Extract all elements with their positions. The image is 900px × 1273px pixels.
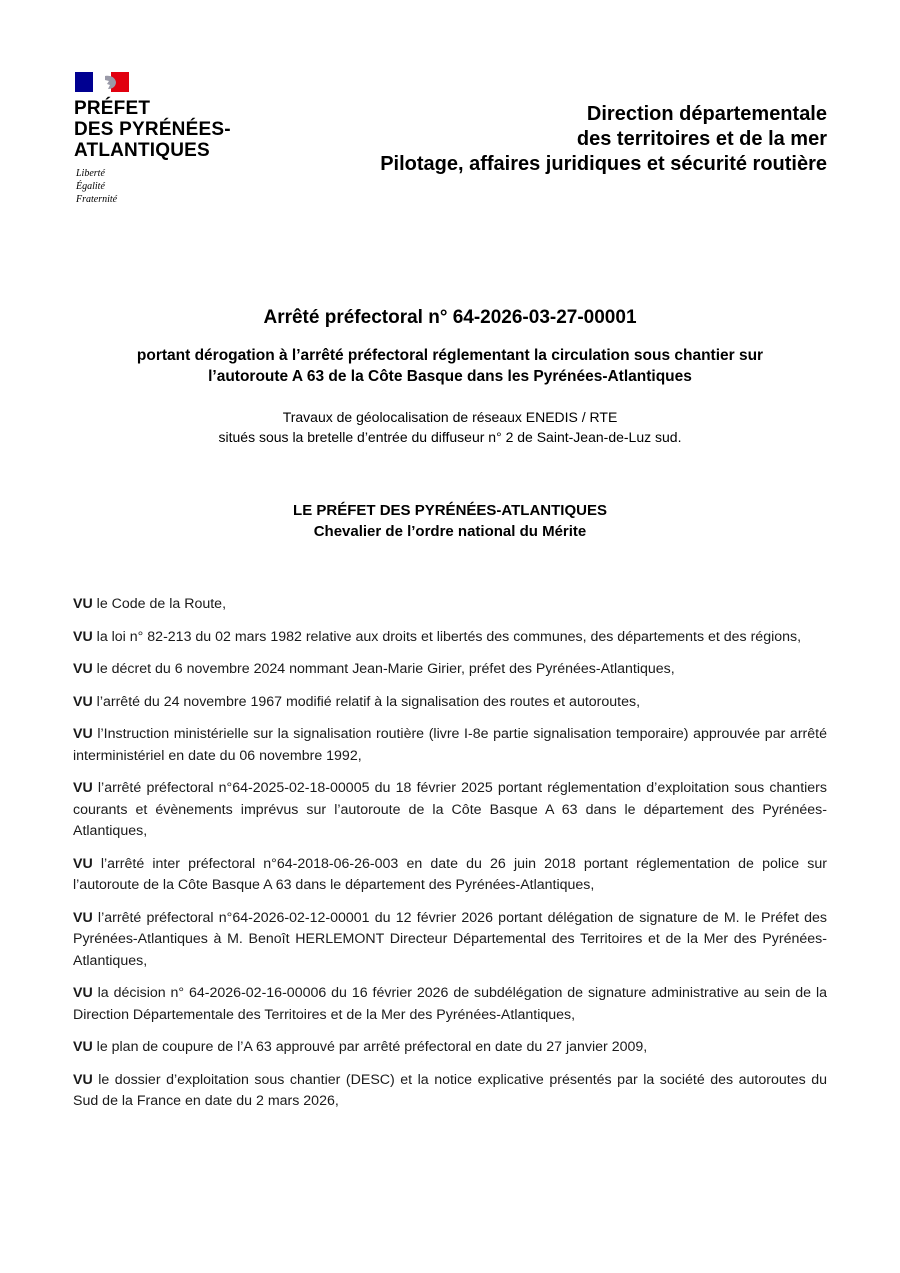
visa-item xyxy=(73,778,827,843)
prefet-wordmark xyxy=(74,98,231,161)
visa-text: la décision n° 64-2026-02-16-00006 du 16 février 2026 de subdélégation de signature administrative au sein de la Direction Départementale des Territoires et de la Mer des Pyrénées-Atlantiques, xyxy=(73,985,827,1023)
motto-egalite: Égalité xyxy=(76,181,105,192)
prefet-line: DES PYRÉNÉES- xyxy=(74,119,231,140)
works-line: situés sous la bretelle d’entrée du diffuseur n° 2 de Saint-Jean-de-Luz sud. xyxy=(218,429,682,445)
prefet-heading xyxy=(0,500,900,542)
visa-vu: VU xyxy=(73,628,93,645)
motto-fraternite: Fraternité xyxy=(76,194,118,205)
visas-list xyxy=(73,594,827,1124)
visa-vu: VU xyxy=(73,1039,93,1055)
visa-item xyxy=(73,659,827,681)
visa-text: la loi n° 82-213 du 02 mars 1982 relative aux droits et libertés des communes, des départements et des régions, xyxy=(92,628,802,645)
visa-text: l’arrêté préfectoral n°64-2025-02-18-00005 du 18 février 2025 portant réglementation d’exploitation sous chantiers courants et évènements imprévus sur l’autoroute de la Côte Basque A 63 dans le département des Pyrénées-Atlantiques, xyxy=(73,780,827,839)
works-description xyxy=(60,407,840,447)
prefet-heading-line: LE PRÉFET DES PYRÉNÉES-ATLANTIQUES xyxy=(293,502,607,519)
visa-vu: VU xyxy=(73,909,93,926)
visa-text: le dossier d’exploitation sous chantier (DESC) et la notice explicative présentés par la société des autoroutes du Sud de la France en date du 2 mars 2026, xyxy=(73,1071,827,1109)
works-line: Travaux de géolocalisation de réseaux ENEDIS / RTE xyxy=(282,409,618,425)
visa-vu: VU xyxy=(73,661,93,677)
republic-motto xyxy=(76,167,117,206)
visa-vu: VU xyxy=(73,693,93,710)
subtitle-line: portant dérogation à l’arrêté préfectoral réglementant la circulation sous chantier sur xyxy=(136,347,764,364)
visa-vu: VU xyxy=(73,780,93,796)
visa-item xyxy=(73,983,827,1026)
prefet-heading-line: Chevalier de l’ordre national du Mérite xyxy=(313,523,587,540)
prefet-line: PRÉFET xyxy=(74,98,151,119)
visa-item xyxy=(73,627,827,649)
marianne-logo-icon xyxy=(75,72,129,92)
direction-line: des territoires et de la mer xyxy=(576,128,827,150)
visa-text: l’arrêté inter préfectoral n°64-2018-06-26-003 en date du 26 juin 2018 portant réglementation de police sur l’autoroute de la Côte Basque A 63 dans le département des Pyrénées-Atlantiques, xyxy=(73,855,827,893)
subtitle-line: l’autoroute A 63 de la Côte Basque dans les Pyrénées-Atlantiques xyxy=(208,368,692,385)
document-subtitle xyxy=(60,345,840,387)
prefet-line: ATLANTIQUES xyxy=(74,140,210,161)
visa-text: le plan de coupure de l’A 63 approuvé par arrêté préfectoral en date du 27 janvier 2009, xyxy=(92,1039,648,1055)
visa-vu: VU xyxy=(73,596,93,612)
visa-text: le décret du 6 novembre 2024 nommant Jean-Marie Girier, préfet des Pyrénées-Atlantiques, xyxy=(92,661,675,677)
visa-item xyxy=(73,1037,827,1059)
visa-item xyxy=(73,594,827,616)
visa-text: le Code de la Route, xyxy=(92,596,227,612)
document-title: Arrêté préfectoral n° 64-2026-03-27-00001 xyxy=(263,307,637,328)
visa-item xyxy=(73,1070,827,1113)
visa-item xyxy=(73,692,827,714)
visa-vu: VU xyxy=(73,985,93,1001)
issuing-direction xyxy=(380,102,827,177)
visa-item xyxy=(73,724,827,767)
visa-text: l’arrêté du 24 novembre 1967 modifié relatif à la signalisation des routes et autoroutes, xyxy=(92,693,641,710)
direction-line: Direction départementale xyxy=(586,103,827,125)
visa-vu: VU xyxy=(73,1071,93,1088)
visa-text: l’arrêté préfectoral n°64-2026-02-12-00001 du 12 février 2026 portant délégation de signature de M. le Préfet des Pyrénées-Atlantiques à M. Benoît HERLEMONT Directeur Départemental des Territoires et de la Mer des Pyrénées-Atlantiques, xyxy=(73,909,827,969)
visa-vu: VU xyxy=(73,726,93,742)
motto-liberte: Liberté xyxy=(76,168,105,179)
visa-item xyxy=(73,908,827,973)
direction-line: Pilotage, affaires juridiques et sécurité routière xyxy=(380,153,827,175)
visa-text: l’Instruction ministérielle sur la signalisation routière (livre I-8e partie signalisation temporaire) approuvée par arrêté interministériel en date du 06 novembre 1992, xyxy=(73,726,827,764)
visa-item xyxy=(73,854,827,897)
visa-vu: VU xyxy=(73,855,93,872)
marianne-profile-icon xyxy=(101,74,119,90)
